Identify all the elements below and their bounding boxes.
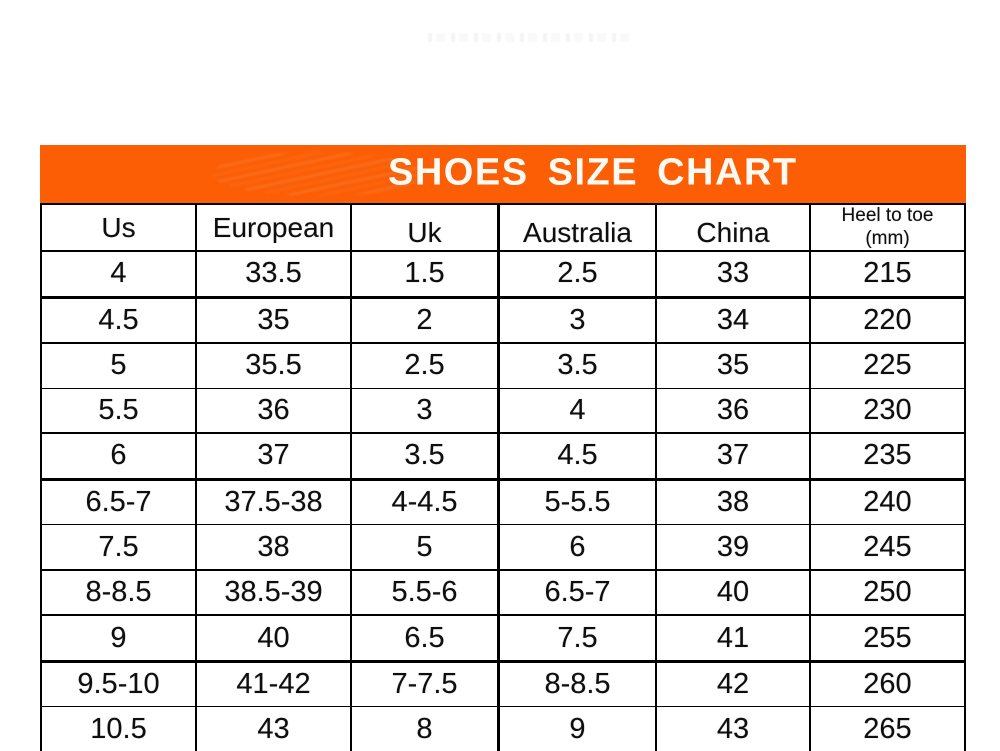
- cell-european: 40: [197, 616, 352, 660]
- cell-australia: 8-8.5: [500, 663, 657, 707]
- title-banner: [40, 145, 966, 203]
- heel-header-line2: (mm): [865, 228, 910, 249]
- cell-uk: 4-4.5: [352, 481, 500, 525]
- cell-china: 40: [657, 571, 811, 615]
- cell-european: 37: [197, 434, 352, 478]
- cell-us: 6.5-7: [42, 481, 197, 525]
- cell-china: 43: [657, 707, 811, 751]
- cell-heel-to-toe: 265: [863, 712, 912, 745]
- cell-us: 9.5-10: [42, 663, 197, 707]
- cell-us: 4: [42, 252, 197, 296]
- cell-china: 36: [657, 389, 811, 433]
- cell-china: 41: [657, 616, 811, 660]
- cell-australia: 9: [500, 707, 657, 751]
- column-header-us: Us: [42, 205, 197, 250]
- cell-uk: 5: [352, 525, 500, 569]
- cell-european: 35: [197, 299, 352, 343]
- table-row: [42, 344, 964, 389]
- column-header-heel-to-toe: [811, 205, 964, 250]
- table-row: [42, 707, 964, 751]
- cell-australia: 5-5.5: [500, 481, 657, 525]
- cell-european: 35.5: [197, 344, 352, 388]
- cell-uk: 6.5: [352, 616, 500, 660]
- cell-us: 5: [42, 344, 197, 388]
- cell-china: 38: [657, 481, 811, 525]
- cell-uk: 8: [352, 707, 500, 751]
- cell-us: 7.5: [42, 525, 197, 569]
- cell-european: 36: [197, 389, 352, 433]
- page-title: SHOES SIZE CHART: [388, 151, 798, 194]
- cell-heel-to-toe: 255: [863, 621, 912, 654]
- cell-heel-to-toe: 230: [863, 393, 912, 426]
- column-header-australia: Australia: [500, 205, 657, 250]
- cell-heel-to-toe: 220: [863, 303, 912, 336]
- cell-european: 37.5-38: [197, 481, 352, 525]
- cell-us: 5.5: [42, 389, 197, 433]
- table-row: [42, 525, 964, 571]
- cell-australia: 2.5: [500, 252, 657, 296]
- cell-china: 33: [657, 252, 811, 296]
- cell-australia: 4.5: [500, 434, 657, 478]
- cell-european: 38: [197, 525, 352, 569]
- table-row: [42, 389, 964, 435]
- cell-china: 39: [657, 525, 811, 569]
- cell-european: 41-42: [197, 663, 352, 707]
- cell-heel-to-toe: 240: [863, 486, 912, 518]
- cell-us: 9: [42, 616, 197, 660]
- faint-watermark: [428, 33, 630, 42]
- cell-heel-to-toe: 225: [863, 349, 912, 382]
- table-row: [42, 299, 964, 345]
- cell-uk: 3: [352, 389, 500, 433]
- cell-european: 43: [197, 707, 352, 751]
- cell-australia: 3: [500, 299, 657, 343]
- cell-us: 6: [42, 434, 197, 478]
- cell-china: 34: [657, 299, 811, 343]
- column-header-uk: Uk: [352, 205, 500, 250]
- column-header-european: European: [197, 205, 352, 250]
- cell-european: 33.5: [197, 252, 352, 296]
- table-row: [42, 434, 964, 481]
- cell-us: 8-8.5: [42, 571, 197, 615]
- cell-uk: 1.5: [352, 252, 500, 296]
- cell-china: 35: [657, 344, 811, 388]
- cell-heel-to-toe: 250: [863, 576, 912, 609]
- cell-heel-to-toe: 245: [863, 530, 912, 563]
- heel-header-line1: Heel to toe: [841, 205, 934, 227]
- cell-australia: 4: [500, 389, 657, 433]
- cell-australia: 7.5: [500, 616, 657, 660]
- cell-china: 42: [657, 663, 811, 707]
- table-row: [42, 663, 964, 708]
- cell-heel-to-toe: 215: [863, 257, 912, 290]
- cell-us: 4.5: [42, 299, 197, 343]
- cell-heel-to-toe: 260: [863, 668, 912, 701]
- cell-uk: 3.5: [352, 434, 500, 478]
- table-row: [42, 571, 964, 617]
- cell-china: 37: [657, 434, 811, 478]
- size-chart-table: [40, 203, 966, 751]
- cell-heel-to-toe: 235: [863, 439, 912, 472]
- column-header-china: China: [657, 205, 811, 250]
- table-row: [42, 616, 964, 663]
- cell-australia: 6.5-7: [500, 571, 657, 615]
- table-row: [42, 481, 964, 526]
- table-row: [42, 252, 964, 299]
- cell-uk: 2: [352, 299, 500, 343]
- cell-uk: 2.5: [352, 344, 500, 388]
- cell-uk: 7-7.5: [352, 663, 500, 707]
- cell-uk: 5.5-6: [352, 571, 500, 615]
- cell-australia: 6: [500, 525, 657, 569]
- table-header-row: [42, 205, 964, 252]
- cell-australia: 3.5: [500, 344, 657, 388]
- cell-european: 38.5-39: [197, 571, 352, 615]
- cell-us: 10.5: [42, 707, 197, 751]
